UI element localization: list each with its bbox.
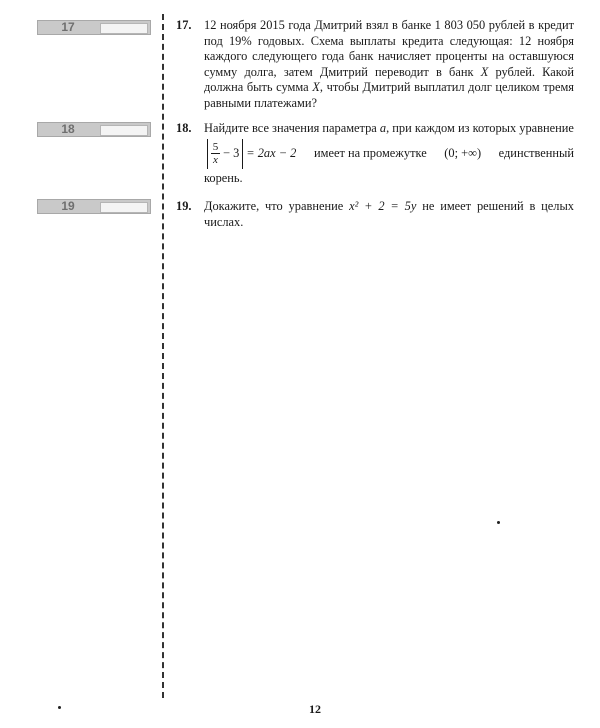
task-number: 17. bbox=[176, 18, 192, 32]
task-text bbox=[204, 199, 574, 230]
task-17 bbox=[176, 18, 574, 112]
answer-box-18 bbox=[37, 122, 151, 137]
task-17-text-2: рублей. Какой должна быть сумма bbox=[204, 64, 574, 95]
answer-field bbox=[100, 202, 148, 213]
answer-box-number: 17 bbox=[61, 20, 75, 34]
absolute-value bbox=[207, 139, 243, 169]
minus-three: − 3 bbox=[223, 145, 240, 160]
task-18 bbox=[176, 121, 574, 186]
equation bbox=[204, 139, 296, 169]
answer-box-number: 18 bbox=[61, 122, 75, 136]
scan-speck bbox=[497, 521, 500, 524]
answer-box-19 bbox=[37, 199, 151, 214]
task-17-text: 12 ноября 2015 года Дмитрий взял в банке 1 803 050 рублей в кредит под 19% годовых. Схема выплаты кредита следующая: 12 ноября каждого следующего года банк начисляет проценты на оставшуюся сумму долга, затем Дмитрий переводит в банк bbox=[204, 18, 574, 79]
fraction-numerator: 5 bbox=[212, 141, 219, 154]
task-text bbox=[204, 121, 574, 186]
task-19 bbox=[176, 199, 574, 230]
task-18-line-3: корень. bbox=[204, 170, 243, 185]
end-word: единственный bbox=[498, 145, 574, 160]
answer-field bbox=[100, 125, 148, 136]
task-17-text-3: , чтобы Дмитрий выплатил долг целиком тремя равными платежами? bbox=[204, 80, 574, 110]
task-19-text-a: Докажите, что уравнение bbox=[204, 199, 350, 213]
task-number: 19. bbox=[176, 199, 192, 213]
answer-box-number: 19 bbox=[61, 199, 75, 213]
text-run: , при каждом из которых уравнение bbox=[386, 121, 574, 135]
fraction-denominator: x bbox=[213, 154, 218, 167]
variable-x: X bbox=[480, 64, 489, 79]
task-number: 18. bbox=[176, 121, 192, 135]
answer-box-17 bbox=[37, 20, 151, 35]
task-18-line-1 bbox=[204, 121, 574, 137]
scan-speck bbox=[58, 706, 61, 709]
interval: (0; +∞) bbox=[444, 145, 482, 160]
variable-x: X bbox=[312, 80, 320, 95]
task-19-text-b: не имеет решений в целых числах. bbox=[204, 199, 574, 229]
text-run: Найдите все значения параметра bbox=[204, 121, 380, 135]
param-a: a bbox=[379, 121, 387, 135]
equation-line bbox=[204, 137, 574, 171]
equation: x² + 2 = 5y bbox=[349, 199, 417, 213]
dashed-divider bbox=[162, 14, 164, 698]
equation-rhs: = 2ax − 2 bbox=[246, 145, 297, 160]
mid-text: имеет на промежутке bbox=[313, 145, 427, 160]
page-number: 12 bbox=[309, 702, 321, 716]
fraction bbox=[211, 141, 220, 166]
task-text bbox=[204, 18, 574, 112]
answer-field bbox=[100, 23, 148, 34]
